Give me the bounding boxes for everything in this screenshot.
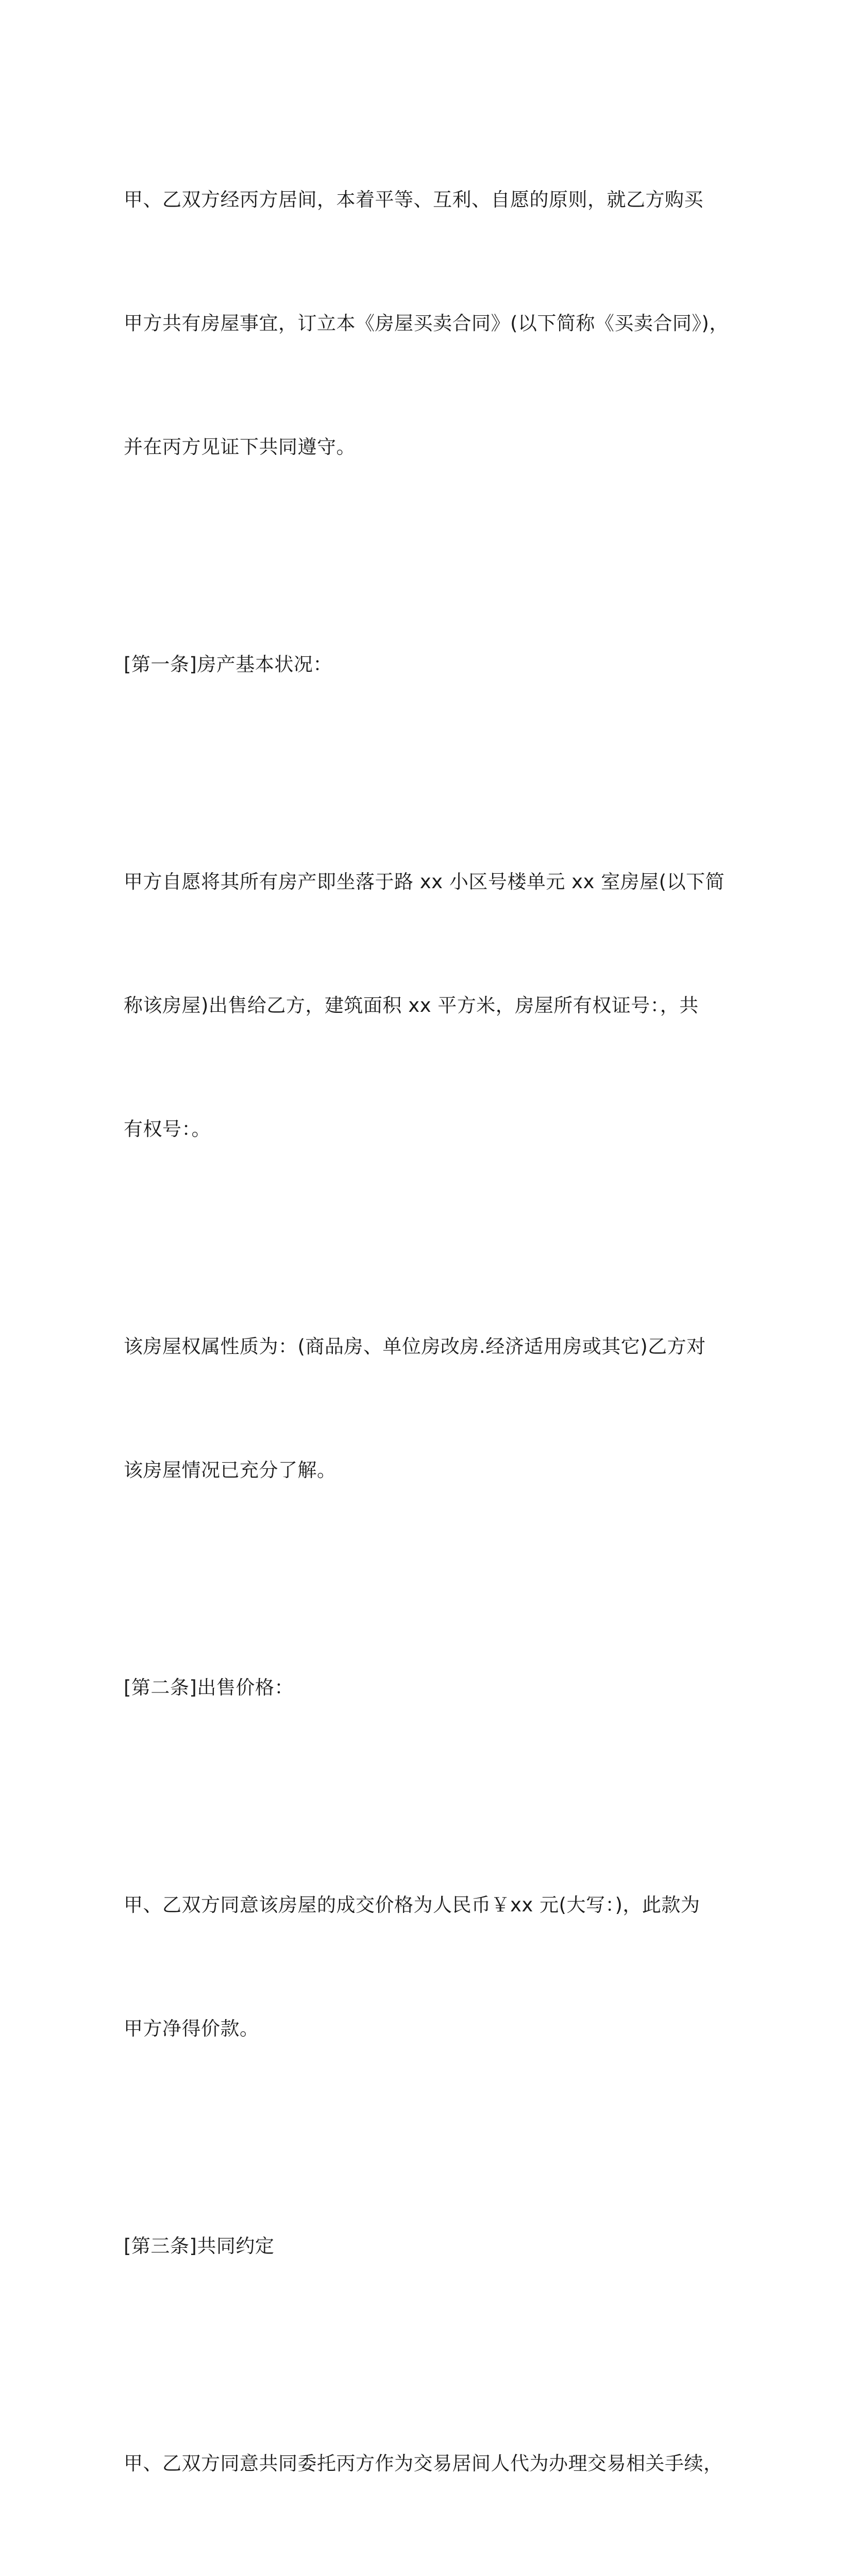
article-3-heading (124, 2143, 721, 2349)
heading-line: [第一条]房产基本状况： (124, 653, 332, 675)
text-line: 甲、乙双方经丙方居间，本着平等、互利、自愿的原则，就乙方购买 (124, 189, 703, 211)
text-line: 有权号：。 (124, 1118, 211, 1140)
text-line: 甲、乙双方同意该房屋的成交价格为人民币￥xx 元(大写：)，此款为 (124, 1894, 700, 1916)
article-2-heading (124, 1585, 721, 1791)
text-line: 甲方自愿将其所有房产即坐落于路 xx 小区号楼单元 xx 室房屋(以下简 (124, 871, 725, 893)
text-line: 甲方净得价款。 (124, 2018, 259, 2040)
text-line: 称该房屋)出售给乙方，建筑面积 xx 平方米，房屋所有权证号：，共 (124, 994, 699, 1016)
text-line: 甲方共有房屋事宜，订立本《房屋买卖合同》(以下简称《买卖合同》)， (124, 312, 729, 334)
intro-paragraph (124, 97, 729, 550)
text-line: 该房屋权属性质为：(商品房、单位房改房.经济适用房或其它)乙方对 (124, 1335, 706, 1358)
text-line: 该房屋情况已充分了解。 (124, 1459, 337, 1481)
property-nature-paragraph (124, 1244, 721, 1573)
text-line: 甲、乙双方同意共同委托丙方作为交易居间人代为办理交易相关手续， (124, 2452, 723, 2475)
document-body (124, 97, 729, 2576)
article-1-heading (124, 562, 721, 768)
text-line: 并在丙方见证下共同遵守。 (124, 436, 356, 458)
text-line (124, 2567, 721, 2576)
heading-line: [第三条]共同约定 (124, 2235, 275, 2257)
agreement-paragraph (124, 2361, 721, 2576)
heading-line: [第二条]出售价格： (124, 1676, 294, 1699)
price-paragraph (124, 1802, 721, 2132)
property-description-paragraph (124, 779, 725, 1232)
